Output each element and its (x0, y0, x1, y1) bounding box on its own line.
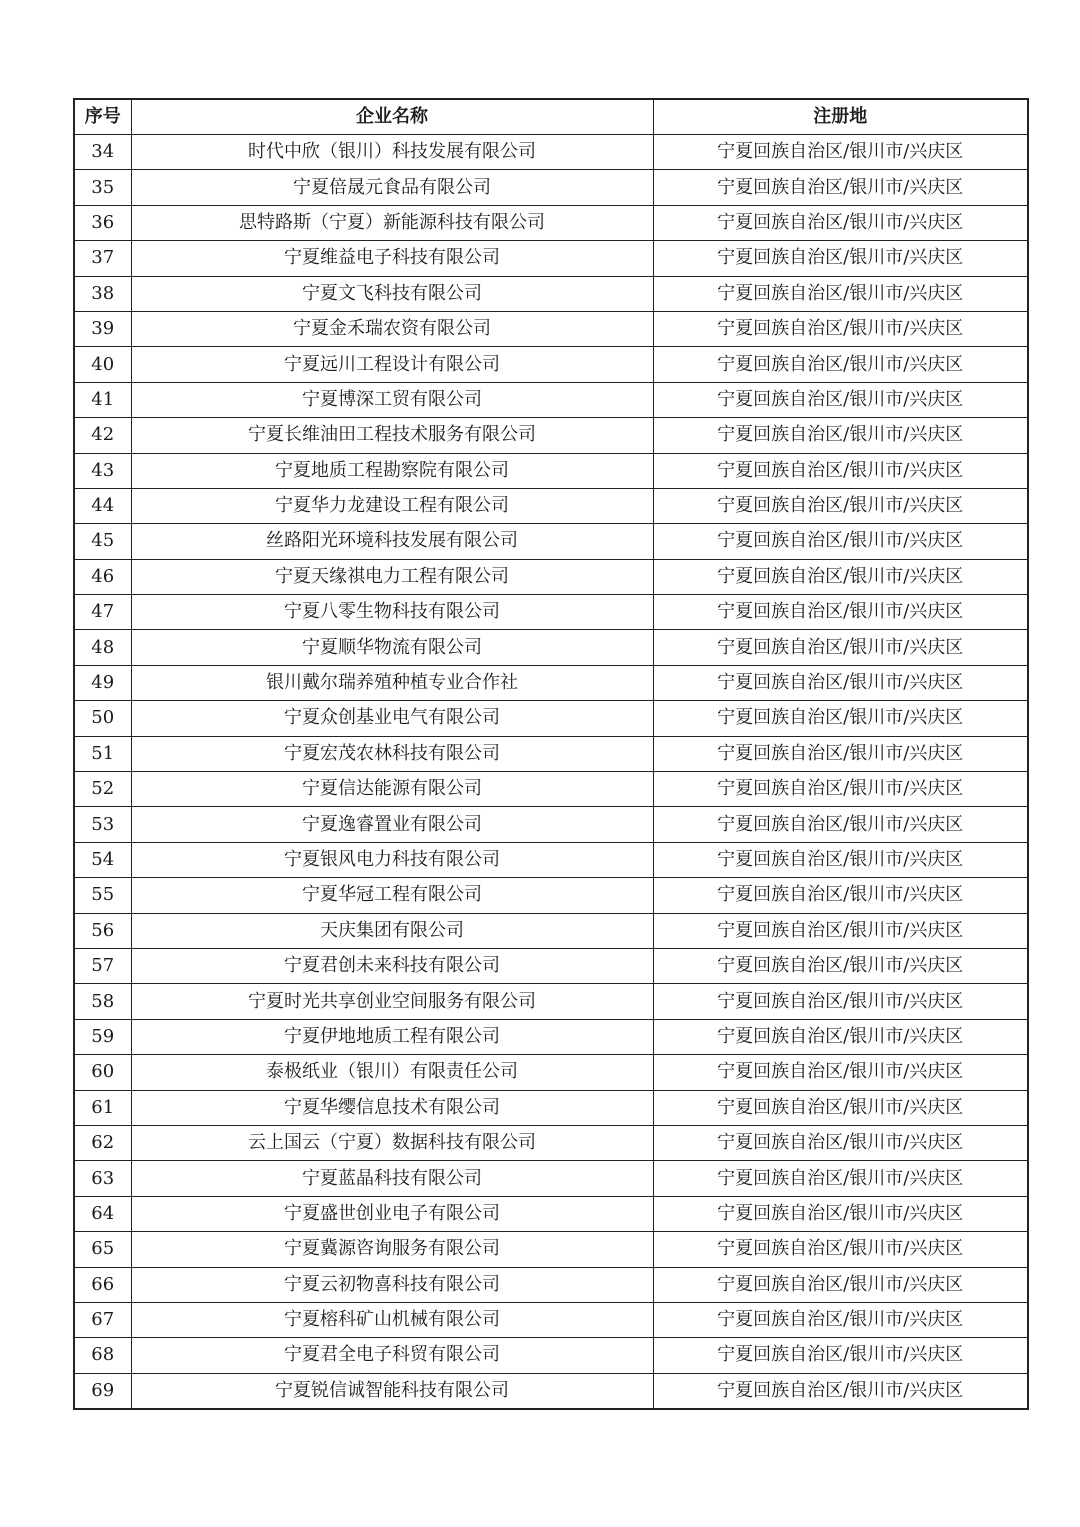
cell-company-name: 宁夏蓝晶科技有限公司 (131, 1161, 653, 1196)
cell-company-name: 宁夏博深工贸有限公司 (131, 382, 653, 417)
table-row (74, 241, 1028, 276)
table-row (74, 913, 1028, 948)
cell-registered-location: 宁夏回族自治区/银川市/兴庆区 (653, 807, 1028, 842)
cell-registered-location: 宁夏回族自治区/银川市/兴庆区 (653, 1373, 1028, 1409)
table-row (74, 524, 1028, 559)
table-row (74, 1055, 1028, 1090)
table-row (74, 1232, 1028, 1267)
cell-index: 69 (74, 1373, 131, 1409)
cell-company-name: 宁夏信达能源有限公司 (131, 772, 653, 807)
cell-company-name: 宁夏维益电子科技有限公司 (131, 241, 653, 276)
cell-company-name: 宁夏云初物喜科技有限公司 (131, 1267, 653, 1302)
cell-index: 46 (74, 559, 131, 594)
cell-company-name: 宁夏时光共享创业空间服务有限公司 (131, 984, 653, 1019)
table-row (74, 772, 1028, 807)
cell-company-name: 宁夏金禾瑞农资有限公司 (131, 311, 653, 346)
cell-index: 61 (74, 1090, 131, 1125)
cell-index: 54 (74, 842, 131, 877)
cell-company-name: 宁夏长维油田工程技术服务有限公司 (131, 418, 653, 453)
cell-index: 65 (74, 1232, 131, 1267)
cell-company-name: 宁夏华缨信息技术有限公司 (131, 1090, 653, 1125)
cell-registered-location: 宁夏回族自治区/银川市/兴庆区 (653, 1267, 1028, 1302)
cell-registered-location: 宁夏回族自治区/银川市/兴庆区 (653, 630, 1028, 665)
cell-index: 67 (74, 1302, 131, 1337)
cell-index: 62 (74, 1125, 131, 1160)
cell-registered-location: 宁夏回族自治区/银川市/兴庆区 (653, 1196, 1028, 1231)
cell-index: 59 (74, 1019, 131, 1054)
table-row (74, 170, 1028, 205)
enterprise-table-container (73, 98, 1027, 1410)
cell-registered-location: 宁夏回族自治区/银川市/兴庆区 (653, 1055, 1028, 1090)
cell-index: 45 (74, 524, 131, 559)
table-row (74, 1196, 1028, 1231)
cell-registered-location: 宁夏回族自治区/银川市/兴庆区 (653, 1161, 1028, 1196)
cell-registered-location: 宁夏回族自治区/银川市/兴庆区 (653, 170, 1028, 205)
table-row (74, 276, 1028, 311)
cell-index: 64 (74, 1196, 131, 1231)
table-row (74, 736, 1028, 771)
table-row (74, 1125, 1028, 1160)
table-row (74, 1267, 1028, 1302)
cell-company-name: 思特路斯（宁夏）新能源科技有限公司 (131, 205, 653, 240)
cell-index: 57 (74, 948, 131, 983)
cell-registered-location: 宁夏回族自治区/银川市/兴庆区 (653, 842, 1028, 877)
cell-index: 44 (74, 488, 131, 523)
cell-registered-location: 宁夏回族自治区/银川市/兴庆区 (653, 1302, 1028, 1337)
cell-company-name: 宁夏君创未来科技有限公司 (131, 948, 653, 983)
cell-company-name: 银川戴尔瑞养殖种植专业合作社 (131, 665, 653, 700)
cell-index: 42 (74, 418, 131, 453)
table-row (74, 453, 1028, 488)
cell-registered-location: 宁夏回族自治区/银川市/兴庆区 (653, 772, 1028, 807)
cell-registered-location: 宁夏回族自治区/银川市/兴庆区 (653, 311, 1028, 346)
header-index: 序号 (74, 99, 131, 135)
cell-company-name: 宁夏众创基业电气有限公司 (131, 701, 653, 736)
cell-registered-location: 宁夏回族自治区/银川市/兴庆区 (653, 559, 1028, 594)
cell-company-name: 宁夏天缘祺电力工程有限公司 (131, 559, 653, 594)
table-row (74, 205, 1028, 240)
cell-registered-location: 宁夏回族自治区/银川市/兴庆区 (653, 984, 1028, 1019)
cell-registered-location: 宁夏回族自治区/银川市/兴庆区 (653, 205, 1028, 240)
cell-index: 36 (74, 205, 131, 240)
cell-index: 58 (74, 984, 131, 1019)
cell-index: 40 (74, 347, 131, 382)
cell-index: 38 (74, 276, 131, 311)
cell-registered-location: 宁夏回族自治区/银川市/兴庆区 (653, 488, 1028, 523)
cell-index: 50 (74, 701, 131, 736)
table-row (74, 488, 1028, 523)
cell-index: 60 (74, 1055, 131, 1090)
enterprise-table (73, 98, 1029, 1410)
cell-company-name: 云上国云（宁夏）数据科技有限公司 (131, 1125, 653, 1160)
table-body (74, 135, 1028, 1410)
cell-company-name: 宁夏锐信诚智能科技有限公司 (131, 1373, 653, 1409)
cell-company-name: 宁夏顺华物流有限公司 (131, 630, 653, 665)
cell-index: 63 (74, 1161, 131, 1196)
table-row (74, 1090, 1028, 1125)
table-row (74, 382, 1028, 417)
cell-registered-location: 宁夏回族自治区/银川市/兴庆区 (653, 418, 1028, 453)
table-row (74, 311, 1028, 346)
table-row (74, 1338, 1028, 1373)
cell-company-name: 天庆集团有限公司 (131, 913, 653, 948)
table-row (74, 842, 1028, 877)
cell-company-name: 宁夏宏茂农林科技有限公司 (131, 736, 653, 771)
cell-registered-location: 宁夏回族自治区/银川市/兴庆区 (653, 524, 1028, 559)
cell-registered-location: 宁夏回族自治区/银川市/兴庆区 (653, 913, 1028, 948)
cell-company-name: 宁夏远川工程设计有限公司 (131, 347, 653, 382)
table-row (74, 1373, 1028, 1409)
table-row (74, 418, 1028, 453)
cell-company-name: 宁夏君全电子科贸有限公司 (131, 1338, 653, 1373)
cell-index: 53 (74, 807, 131, 842)
cell-company-name: 宁夏华冠工程有限公司 (131, 878, 653, 913)
table-row (74, 1302, 1028, 1337)
table-row (74, 347, 1028, 382)
header-registered-location: 注册地 (653, 99, 1028, 135)
cell-company-name: 宁夏盛世创业电子有限公司 (131, 1196, 653, 1231)
cell-company-name: 宁夏地质工程勘察院有限公司 (131, 453, 653, 488)
cell-registered-location: 宁夏回族自治区/银川市/兴庆区 (653, 276, 1028, 311)
cell-index: 37 (74, 241, 131, 276)
cell-index: 43 (74, 453, 131, 488)
table-row (74, 701, 1028, 736)
cell-registered-location: 宁夏回族自治区/银川市/兴庆区 (653, 382, 1028, 417)
cell-registered-location: 宁夏回族自治区/银川市/兴庆区 (653, 665, 1028, 700)
table-header (74, 99, 1028, 135)
header-company-name: 企业名称 (131, 99, 653, 135)
cell-index: 41 (74, 382, 131, 417)
table-row (74, 630, 1028, 665)
cell-index: 56 (74, 913, 131, 948)
table-row (74, 878, 1028, 913)
cell-company-name: 泰极纸业（银川）有限责任公司 (131, 1055, 653, 1090)
cell-company-name: 宁夏逸睿置业有限公司 (131, 807, 653, 842)
table-row (74, 665, 1028, 700)
table-row (74, 807, 1028, 842)
cell-company-name: 宁夏倍晟元食品有限公司 (131, 170, 653, 205)
cell-registered-location: 宁夏回族自治区/银川市/兴庆区 (653, 135, 1028, 170)
cell-registered-location: 宁夏回族自治区/银川市/兴庆区 (653, 241, 1028, 276)
cell-index: 66 (74, 1267, 131, 1302)
cell-registered-location: 宁夏回族自治区/银川市/兴庆区 (653, 878, 1028, 913)
cell-registered-location: 宁夏回族自治区/银川市/兴庆区 (653, 736, 1028, 771)
cell-index: 39 (74, 311, 131, 346)
cell-registered-location: 宁夏回族自治区/银川市/兴庆区 (653, 701, 1028, 736)
table-row (74, 595, 1028, 630)
cell-index: 51 (74, 736, 131, 771)
cell-registered-location: 宁夏回族自治区/银川市/兴庆区 (653, 1338, 1028, 1373)
cell-index: 34 (74, 135, 131, 170)
cell-company-name: 宁夏榕科矿山机械有限公司 (131, 1302, 653, 1337)
cell-index: 47 (74, 595, 131, 630)
table-row (74, 559, 1028, 594)
table-row (74, 135, 1028, 170)
cell-company-name: 宁夏伊地地质工程有限公司 (131, 1019, 653, 1054)
table-row (74, 948, 1028, 983)
cell-index: 48 (74, 630, 131, 665)
cell-company-name: 宁夏八零生物科技有限公司 (131, 595, 653, 630)
cell-company-name: 宁夏银风电力科技有限公司 (131, 842, 653, 877)
cell-company-name: 宁夏冀源咨询服务有限公司 (131, 1232, 653, 1267)
cell-registered-location: 宁夏回族自治区/银川市/兴庆区 (653, 347, 1028, 382)
cell-registered-location: 宁夏回族自治区/银川市/兴庆区 (653, 1232, 1028, 1267)
cell-company-name: 时代中欣（银川）科技发展有限公司 (131, 135, 653, 170)
cell-registered-location: 宁夏回族自治区/银川市/兴庆区 (653, 595, 1028, 630)
cell-registered-location: 宁夏回族自治区/银川市/兴庆区 (653, 1125, 1028, 1160)
cell-index: 52 (74, 772, 131, 807)
cell-company-name: 宁夏华力龙建设工程有限公司 (131, 488, 653, 523)
table-row (74, 984, 1028, 1019)
cell-company-name: 丝路阳光环境科技发展有限公司 (131, 524, 653, 559)
cell-index: 68 (74, 1338, 131, 1373)
cell-registered-location: 宁夏回族自治区/银川市/兴庆区 (653, 1019, 1028, 1054)
table-row (74, 1161, 1028, 1196)
cell-registered-location: 宁夏回族自治区/银川市/兴庆区 (653, 453, 1028, 488)
cell-index: 49 (74, 665, 131, 700)
cell-index: 35 (74, 170, 131, 205)
cell-index: 55 (74, 878, 131, 913)
cell-registered-location: 宁夏回族自治区/银川市/兴庆区 (653, 948, 1028, 983)
header-row (74, 99, 1028, 135)
cell-registered-location: 宁夏回族自治区/银川市/兴庆区 (653, 1090, 1028, 1125)
cell-company-name: 宁夏文飞科技有限公司 (131, 276, 653, 311)
table-row (74, 1019, 1028, 1054)
